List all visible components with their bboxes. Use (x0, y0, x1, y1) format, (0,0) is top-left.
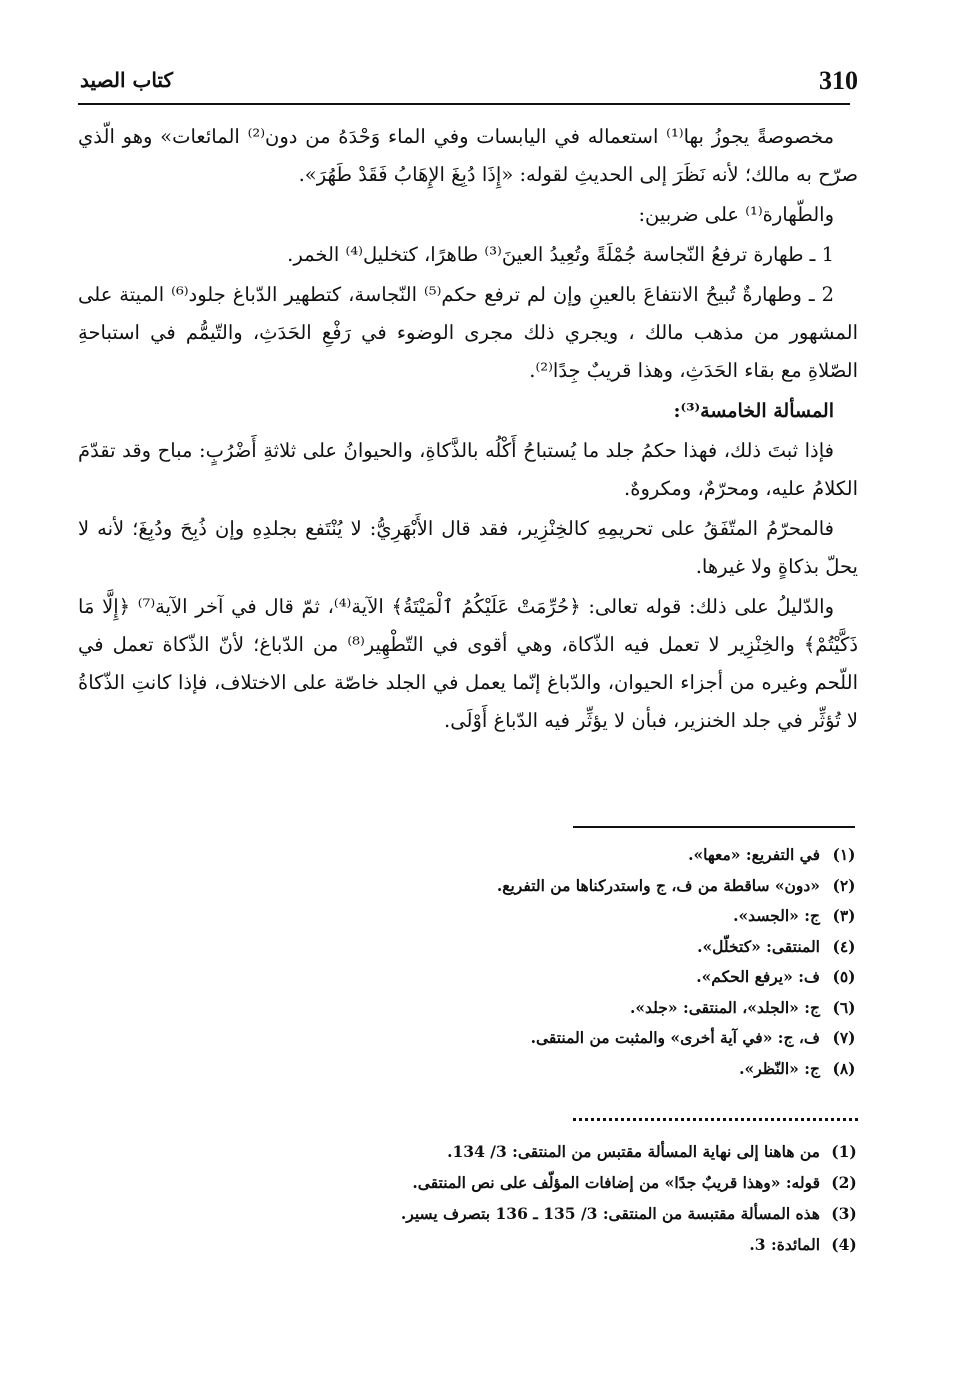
editor-note-item (78, 1167, 868, 1198)
footnote-number: (٤) (832, 936, 856, 956)
footnote-text: المنتقى: «كتخلّل». (697, 936, 820, 956)
editor-note-item (78, 1198, 868, 1229)
footnote-number: (٣) (832, 906, 856, 925)
footnote-item (78, 993, 868, 1024)
footnote-text: «دون» ساقطة من ف، ج واستدركناها من التفريع. (496, 875, 820, 895)
footnote-number: (٥) (832, 967, 856, 986)
editor-notes (78, 1136, 868, 1260)
editor-notes-separator (573, 1118, 858, 1121)
header-rule (78, 103, 850, 105)
editor-note-number: (3) (831, 1204, 857, 1223)
footnote-number: (٦) (832, 997, 856, 1017)
footnote-item (78, 901, 868, 932)
footnote-text: ج: «الجلد»، المنتقى: «جلد». (629, 997, 820, 1017)
editor-note-text: قوله: «وهذا قريبٌ جدًا» من إضافات المؤلّف على نص المنتقى. (412, 1173, 820, 1192)
footnote-item (78, 932, 868, 963)
paragraph-1: مخصوصةً يجوزُ بها⁽¹⁾ استعماله في اليابسات وفي الماء وَحْدَهُ من دون⁽²⁾ المائعات» وهو الّذي صرّح به مالك؛ لأنه نَظَرَ إلى الحديثِ لقوله: «إِذَا دُبِغَ الإِهَابُ فَقَدْ طَهُرَ». (78, 125, 858, 186)
footnote-number: (١) (832, 845, 856, 864)
main-text (78, 118, 858, 742)
paragraph-4: 2 ـ وطهارةٌ تُبيحُ الانتفاعَ بالعينِ وإن لم ترفع حكم⁽⁵⁾ النّجاسة، كتطهير الدّباغ جلود⁽⁶⁾ الميتة على المشهور من مذهب مالك ، ويجري ذلك مجرى الوضوء في رَفْعِ الحَدَثِ، والتّيمُّم في استباحةِ الصّلاةِ مع بقاء الحَدَثِ، وهذا قريبٌ جِدًا⁽²⁾. (78, 283, 858, 382)
editor-note-number: (1) (831, 1142, 857, 1161)
paragraph-6: فالمحرّمُ المتّفَقُ على تحريمِهِ كالخِنْزِير، فقد قال الأَبْهَرِيُّ: لا يُنْتَفع بجلدِهِ وإن ذُبِحَ ودُبِغَ؛ لأنه لا يحلّ بذكاةٍ ولا غيرها. (78, 517, 858, 578)
footnote-item (78, 871, 868, 902)
footnote-number: (٢) (832, 875, 856, 895)
footnote-item (78, 962, 868, 993)
section-heading: المسألة الخامسة⁽³⁾: (673, 400, 834, 422)
page-number: 310 (819, 66, 858, 95)
paragraph-3: 1 ـ طهارة ترفعُ النّجاسة جُمْلَةً وتُعِيدُ العينَ⁽³⁾ طاهرًا، كتخليل⁽⁴⁾ الخمر. (287, 243, 834, 266)
editor-note-item (78, 1229, 868, 1260)
running-title: كتاب الصيد (80, 68, 173, 92)
footnote-number: (٧) (832, 1028, 856, 1047)
footnote-text: ج: «الجسد». (733, 906, 820, 925)
footnote-separator (573, 826, 855, 828)
footnote-text: ف: «يرفع الحكم». (696, 967, 820, 986)
editor-note-item (78, 1136, 868, 1167)
page-header (78, 62, 858, 102)
footnote-item (78, 1054, 868, 1085)
paragraph-5: فإذا ثبتَ ذلك، فهذا حكمُ جلد ما يُستباحُ أَكْلُه بالذَّكاةِ، والحيوانُ على ثلاثةِ أَضْرُبٍ: مباح وقد تقدّمَ الكلامُ عليه، ومحرّمٌ، ومكروهٌ. (78, 439, 858, 500)
editor-note-text: من هاهنا إلى نهاية المسألة مقتبس من المنتقى: 3/ 134. (447, 1142, 820, 1161)
footnote-text: ف، ج: «في آية أخرى» والمثبت من المنتقى. (530, 1028, 820, 1047)
paragraph-7: والدّليلُ على ذلك: قوله تعالى: ﴿حُرِّمَتْ عَلَيْكُمُ ٱلْمَيْتَةُ﴾ الآية⁽⁴⁾، ثمّ قال في آخر الآية⁽⁷⁾ ﴿إِلَّا مَا ذَكَّيْتُمْ﴾ والخِنْزِير لا تعمل فيه الذّكاة، وهي أقوى في التّطْهِير⁽⁸⁾ من الدّباغ؛ لأنّ الذّكاة تعمل في اللّحم وغيره من أجزاء الحيوان، والدّباغ إنّما يعمل في الجلد خاصّة على الاختلاف، فإذا كانتِ الذّكاةُ لا تُؤثِّر في جلد الخنزير، فبأن لا يؤثِّر فيه الدّباغ أَوْلَى. (78, 595, 859, 732)
footnote-number: (٨) (832, 1058, 856, 1078)
footnote-item (78, 1023, 868, 1054)
editor-note-text: المائدة: 3. (749, 1235, 820, 1254)
paragraph-2: والطّهارة⁽¹⁾ على ضربين: (638, 203, 834, 226)
editor-note-text: هذه المسألة مقتبسة من المنتقى: 3/ 135 ـ 136 بتصرف يسير. (400, 1204, 820, 1223)
footnote-text: في التفريع: «معها». (688, 845, 820, 864)
footnote-text: ج: «النّظر». (739, 1058, 820, 1078)
footnote-item (78, 840, 868, 871)
editor-note-number: (2) (831, 1173, 857, 1192)
editor-note-number: (4) (831, 1235, 857, 1254)
footnotes (78, 840, 868, 1084)
